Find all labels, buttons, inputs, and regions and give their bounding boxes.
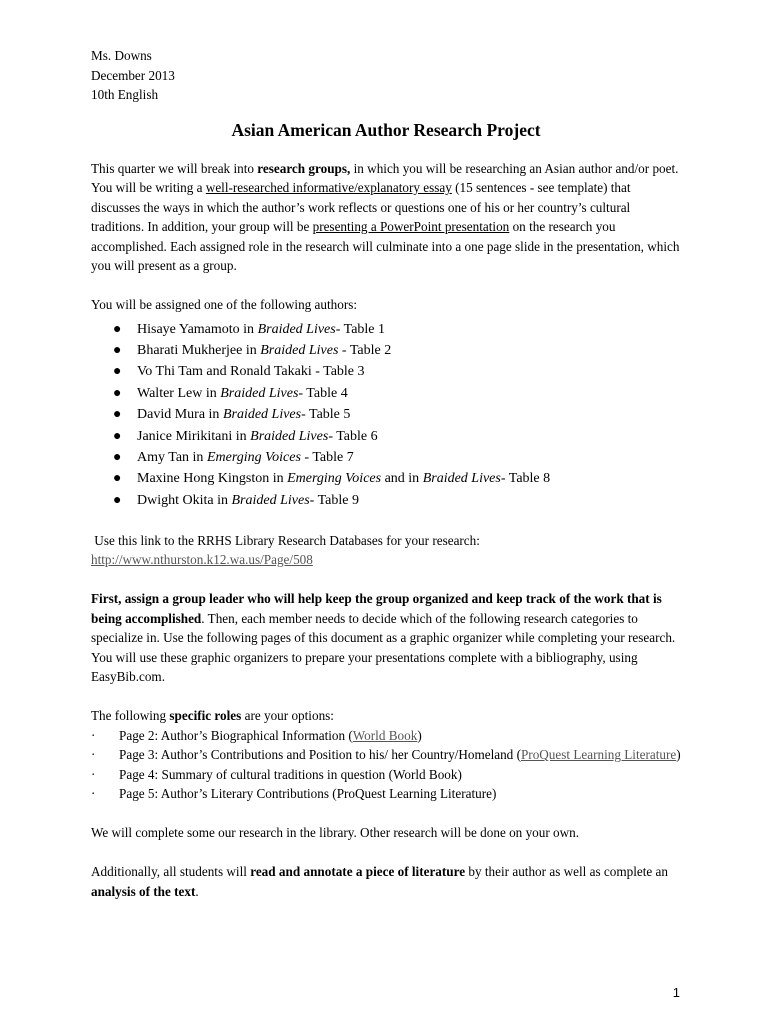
world-book-link[interactable]: World Book — [352, 727, 418, 743]
page-number: 1 — [672, 985, 680, 1000]
bullet-icon: ● — [113, 407, 122, 423]
role-item-page-2: · Page 2: Author’s Biographical Information (World Book) — [91, 726, 681, 746]
bullet-icon: ● — [113, 321, 122, 337]
author-item-4: ● Walter Lew in Braided Lives- Table 4 — [113, 383, 681, 404]
role-item-page-4: · Page 4: Summary of cultural traditions in question (World Book) — [91, 765, 681, 785]
dot-icon: · — [91, 747, 96, 763]
instructions-text: . Then, each member needs to decide which of the following research categories to specialize in. Use the following pages of this document as a graphic organizer while completing your research. You will use these graphic organizers to prepare your presentations complete with a bibliography, using EasyBib.com. — [91, 610, 676, 685]
author-item-3: ● Vo Thi Tam and Ronald Takaki - Table 3 — [113, 361, 681, 382]
database-link-intro: Use this link to the RRHS Library Research Databases for your research: — [91, 532, 480, 548]
role-item-page-5: · Page 5: Author’s Literary Contributions (ProQuest Learning Literature) — [91, 784, 681, 804]
intro-text-2: in which you will be researching an Asian author and/or poet. You will be writing a — [91, 160, 679, 195]
intro-text-4: on the research you accomplished. Each assigned role in the research will culminate into a one page slide in the presentation, which you will present as a group. — [91, 219, 680, 273]
additional-paragraph: Additionally, all students will read and annotate a piece of literature by their author as well as complete an analysis of the text. — [91, 864, 668, 899]
author-item-6: ● Janice Mirikitani in Braided Lives- Table 6 — [113, 426, 681, 447]
bullet-icon: ● — [113, 385, 122, 401]
dot-icon: · — [91, 766, 96, 782]
bullet-icon: ● — [113, 449, 122, 465]
author-list — [91, 319, 681, 512]
intro-text-3: (15 sentences - see template) that discusses the ways in which the author’s work reflects or questions one of his or her country’s cultural traditions. In addition, your group will be — [91, 180, 631, 234]
instructions-bold: First, assign a group leader who will help keep the group organized and keep track of the work that is being accomplished — [91, 591, 662, 626]
author-item-8: ● Maxine Hong Kingston in Emerging Voices and in Braided Lives- Table 8 — [113, 468, 681, 489]
dot-icon: · — [91, 727, 96, 743]
author-item-9: ● Dwight Okita in Braided Lives- Table 9 — [113, 490, 681, 511]
intro-underline-essay: well-researched informative/explanatory essay — [205, 180, 452, 195]
page-title: Asian American Author Research Project — [231, 119, 541, 140]
author-item-5: ● David Mura in Braided Lives- Table 5 — [113, 404, 681, 425]
document-page — [91, 46, 681, 901]
bullet-icon: ● — [113, 428, 122, 444]
role-item-page-3: · Page 3: Author’s Contributions and Position to his/ her Country/Homeland (ProQuest Learning Literature) — [91, 745, 681, 765]
assigned-authors-intro: You will be assigned one of the following authors: — [91, 297, 358, 312]
bullet-icon: ● — [113, 342, 122, 358]
library-note: We will complete some our research in the library. Other research will be done on your own. — [91, 825, 580, 841]
class-name: 10th English — [91, 87, 159, 102]
roles-intro: The following specific roles are your options: — [91, 708, 334, 724]
bullet-icon: ● — [113, 471, 122, 487]
author-item-7: ● Amy Tan in Emerging Voices - Table 7 — [113, 447, 681, 468]
proquest-link[interactable]: ProQuest Learning Literature — [520, 747, 677, 763]
teacher-name: Ms. Downs — [91, 48, 152, 63]
bullet-icon: ● — [113, 492, 122, 508]
author-item-2: ● Bharati Mukherjee in Braided Lives - Table 2 — [113, 340, 681, 361]
intro-paragraph — [91, 159, 681, 276]
database-link[interactable]: http://www.nthurston.k12.wa.us/Page/508 — [91, 552, 313, 568]
document-date: December 2013 — [91, 67, 175, 83]
dot-icon: · — [91, 786, 96, 802]
instructions-paragraph — [91, 589, 681, 687]
intro-underline-presentation: presenting a PowerPoint presentation — [312, 219, 510, 234]
intro-bold-research-groups: research groups, — [257, 160, 351, 176]
author-item-1: ● Hisaye Yamamoto in Braided Lives- Table 1 — [113, 319, 681, 340]
intro-text-1: This quarter we will break into — [91, 160, 258, 176]
bullet-icon: ● — [113, 364, 122, 380]
roles-list — [91, 726, 681, 804]
